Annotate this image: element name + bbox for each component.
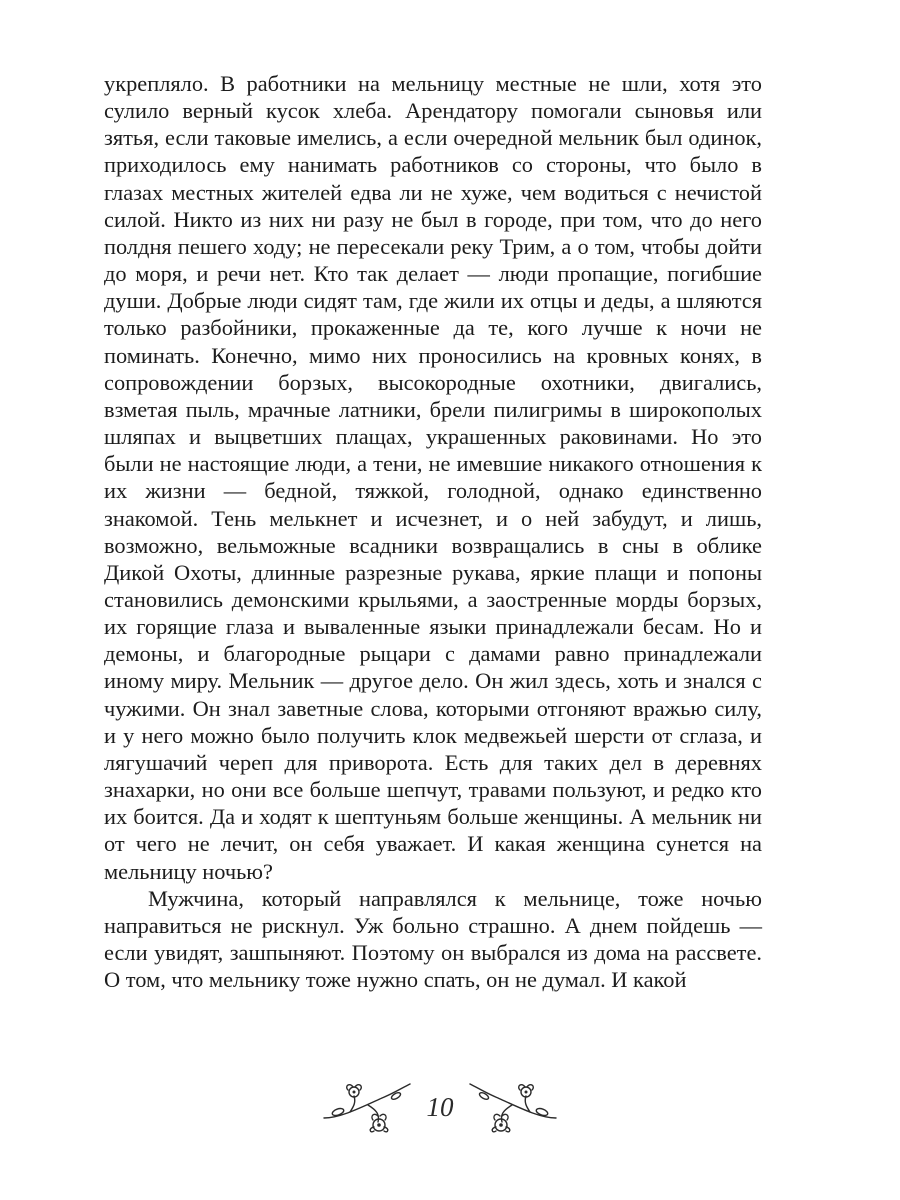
page-number: 10 — [426, 1092, 454, 1122]
paragraph-continuation: укрепляло. В работники на мельницу местные не шли, хотя это сулило верный кусок хлеба. Арендатору помогали сыновья или зятья, если таковые имелись, а если очередной мельник был одинок, приходилось ему нанимать работников со стороны, что было в глазах местных жителей едва ли не хуже, чем водиться с нечистой силой. Никто из них ни разу не был в городе, при том, что до него полдня пешего ходу; не пересекали реку Трим, а о том, чтобы дойти до моря, и речи нет. Кто так делает — люди пропащие, погибшие души. Добрые люди сидят там, где жили их отцы и деды, а шляются только разбойники, прокаженные да те, кого лучше к ночи не поминать. Конечно, мимо них проносились на кровных конях, в сопровождении борзых, высокородные охотники, двигались, взметая пыль, мрачные латники, брели пилигримы в широкополых шляпах и выцветших плащах, украшенных раковинами. Но это были не настоящие люди, а тени, не имевшие никакого отношения к их жизни — бедной, тяжкой, голодной, однако единственно знакомой. Тень мелькнет и исчезнет, и о ней забудут, и лишь, возможно, вельможные всадники возвращались в сны в облике Дикой Охоты, длинные разрезные рукава, яркие плащи и попоны становились демонскими крыльями, а заостренные морды борзых, их горящие глаза и вываленные языки принадлежали бесам. Но и демоны, и благородные рыцари с дамами равно принадлежали иному миру. Мельник — другое дело. Он жил здесь, хоть и знался с чужими. Он знал заветные слова, которыми отгоняют вражью силу, и у него можно было получить клок медвежьей шерсти от сглаза, и лягушачий череп для приворота. Есть для таких дел в деревнях знахарки, но они все больше шепчут, травами пользуют, и редко кто их боится. Да и ходят к шептуньям больше женщины. А мельник ни от чего не лечит, он себя уважает. И какая женщина сунется на мельницу ночью? — [104, 71, 762, 884]
paragraph-man-to-mill: Мужчина, который направлялся к мельнице, тоже ночью направиться не рискнул. Уж больно страшно. А днем пойдешь — если увидят, зашпыняют. Поэтому он выбрался из дома на рассвете. О том, что мельнику тоже нужно спать, он не думал. И какой — [104, 885, 762, 993]
text-block — [104, 70, 762, 993]
page-footer — [320, 1078, 560, 1136]
floral-branch-icon — [468, 1078, 560, 1134]
